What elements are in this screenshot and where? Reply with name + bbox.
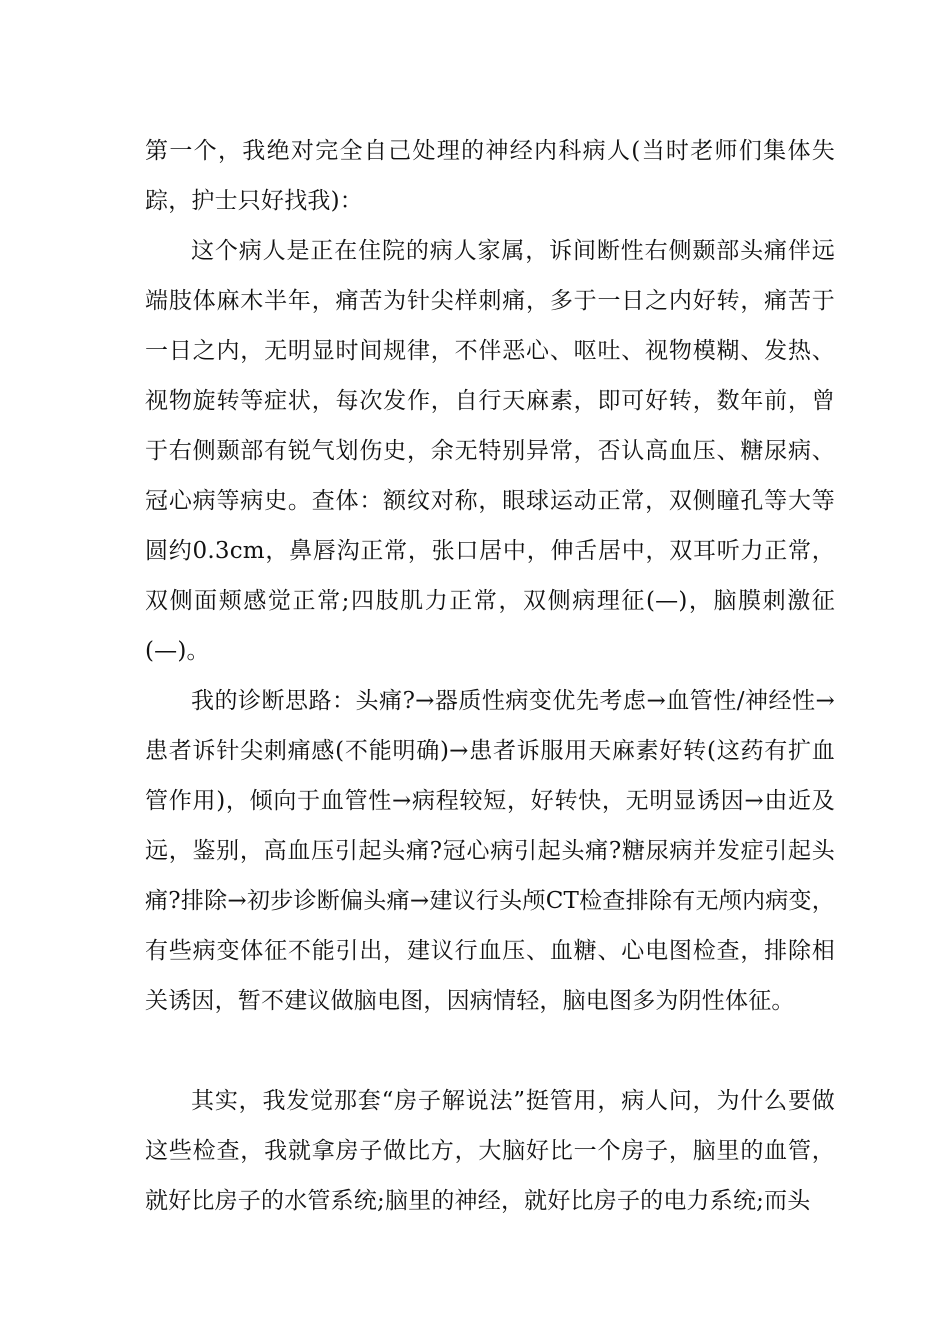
- paragraph-house-analogy: 其实，我发觉那套“房子解说法”挺管用，病人问，为什么要做这些检查，我就拿房子做比方，大脑好比一个房子，脑里的血管，就好比房子的水管系统;脑里的神经，就好比房子的电力系统;而头: [145, 1088, 835, 1214]
- paragraph-diagnosis: 我的诊断思路：头痛?→器质性病变优先考虑→血管性/神经性→患者诉针尖刺痛感(不能明确)→患者诉服用天麻素好转(这药有扩血管作用)，倾向于血管性→病程较短，好转快，无明显诱因→由近及远，鉴别，高血压引起头痛?冠心病引起头痛?糖尿病并发症引起头痛?排除→初步诊断偏头痛→建议行头颅CT检查排除有无颅内病变，有些病变体征不能引出，建议行血压、血糖、心电图检查，排除相关诱因，暂不建议做脑电图，因病情轻，脑电图多为阴性体征。: [145, 688, 835, 1014]
- paragraph-intro: 第一个，我绝对完全自己处理的神经内科病人(当时老师们集体失踪，护士只好找我)：: [145, 138, 835, 214]
- paragraph-case-history: 这个病人是正在住院的病人家属，诉间断性右侧颞部头痛伴远端肢体麻木半年，痛苦为针尖样刺痛，多于一日之内好转，痛苦于一日之内，无明显时间规律，不伴恶心、呕吐、视物模糊、发热、视物旋转等症状，每次发作，自行天麻素，即可好转，数年前，曾于右侧颞部有锐气划伤史，余无特别异常，否认高血压、糖尿病、冠心病等病史。查体：额纹对称，眼球运动正常，双侧瞳孔等大等圆约0.3cm，鼻唇沟正常，张口居中，伸舌居中，双耳听力正常，双侧面颊感觉正常;四肢肌力正常，双侧病理征(—)，脑膜刺激征(—)。: [145, 238, 835, 664]
